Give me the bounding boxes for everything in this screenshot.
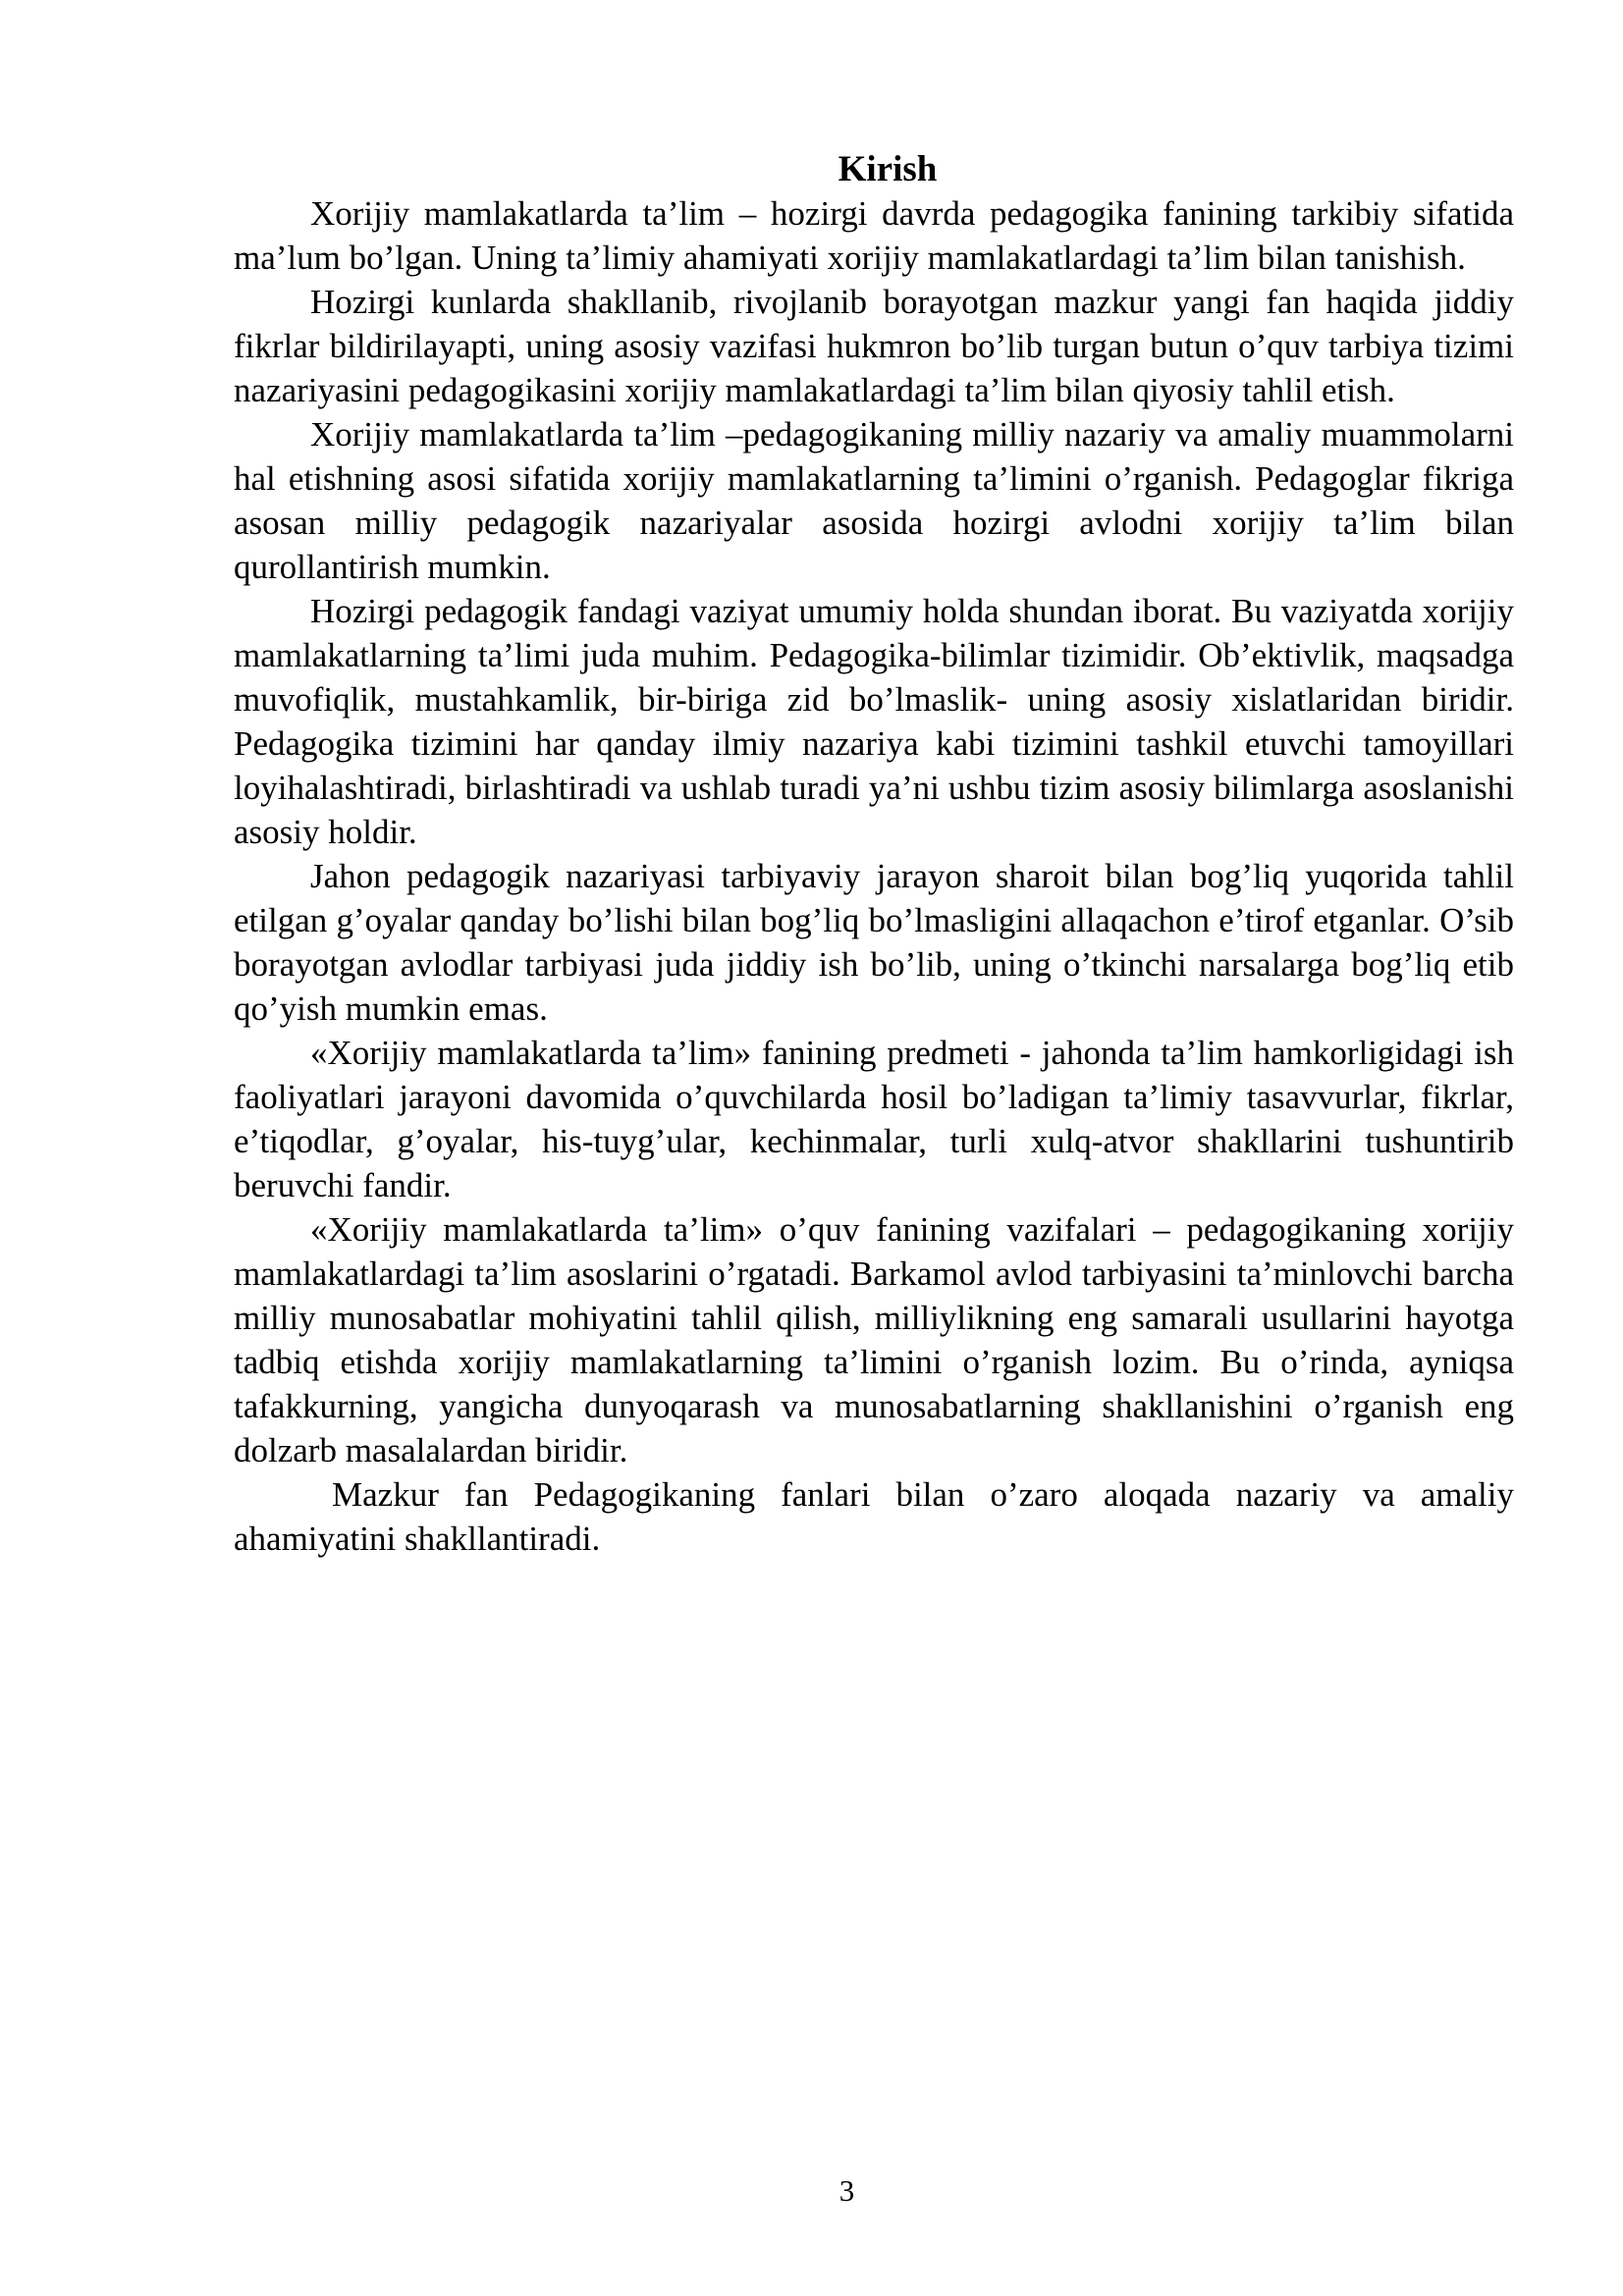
paragraph: Mazkur fan Pedagogikaning fanlari bilan o’zaro aloqada nazariy va amaliy ahamiyatini shakllantiradi. xyxy=(234,1475,1514,1558)
document-body xyxy=(234,147,1514,1561)
paragraph: «Xorijiy mamlakatlarda ta’lim» fanining predmeti - jahonda ta’lim hamkorligidagi ish faoliyatlari jarayoni davomida o’quvchilarda hosil bo’ladigan ta’limiy tasavvurlar, fikrlar, e’tiqodlar, g’oyalar, his-tuyg’ular, kechinmalar, turli xulq-atvor shakllarini tushuntirib beruvchi fandir. xyxy=(234,1034,1514,1204)
paragraph: Xorijiy mamlakatlarda ta’lim – hozirgi davrda pedagogika fanining tarkibiy sifatida ma’lum bo’lgan. Uning ta’limiy ahamiyati xorijiy mamlakatlardagi ta’lim bilan tanishish. xyxy=(234,194,1514,277)
paragraph: Hozirgi pedagogik fandagi vaziyat umumiy holda shundan iborat. Bu vaziyatda xorijiy mamlakatlarning ta’limi juda muhim. Pedagogika-bilimlar tizimidir. Ob’ektivlik, maqsadga muvofiqlik, mustahkamlik, bir-biriga zid bo’lmaslik- uning asosiy xislatlaridan biridir. Pedagogika tizimini har qanday ilmiy nazariya kabi tizimini tashkil etuvchi tamoyillari loyihalashtiradi, birlashtiradi va ushlab turadi ya’ni ushbu tizim asosiy bilimlarga asoslanishi asosiy holdir. xyxy=(234,592,1514,851)
paragraph: «Xorijiy mamlakatlarda ta’lim» o’quv fanining vazifalari – pedagogikaning xorijiy mamlakatlardagi ta’lim asoslarini o’rgatadi. Barkamol avlod tarbiyasini ta’minlovchi barcha milliy munosabatlar mohiyatini tahlil qilish, milliylikning eng samarali usullarini hayotga tadbiq etishda xorijiy mamlakatlarning ta’limini o’rganish lozim. Bu o’rinda, ayniqsa tafakkurning, yangicha dunyoqarash va munosabatlarning shakllanishini o’rganish eng dolzarb masalalardan biridir. xyxy=(234,1210,1514,1469)
page-number: 3 xyxy=(839,2173,855,2208)
paragraph: Hozirgi kunlarda shakllanib, rivojlanib borayotgan mazkur yangi fan haqida jiddiy fikrlar bildirilayapti, uning asosiy vazifasi hukmron bo’lib turgan butun o’quv tarbiya tizimi nazariyasini pedagogikasini xorijiy mamlakatlardagi ta’lim bilan qiyosiy tahlil etish. xyxy=(234,283,1514,409)
paragraph: Jahon pedagogik nazariyasi tarbiyaviy jarayon sharoit bilan bog’liq yuqorida tahlil etilgan g’oyalar qanday bo’lishi bilan bog’liq bo’lmasligini allaqachon e’tirof etganlar. O’sib borayotgan avlodlar tarbiyasi juda jiddiy ish bo’lib, uning o’tkinchi narsalarga bog’liq etib qo’yish mumkin emas. xyxy=(234,857,1514,1028)
paragraph: Xorijiy mamlakatlarda ta’lim –pedagogikaning milliy nazariy va amaliy muammolarni hal etishning asosi sifatida xorijiy mamlakatlarning ta’limini o’rganish. Pedagoglar fikriga asosan milliy pedagogik nazariyalar asosida hozirgi avlodni xorijiy ta’lim bilan qurollantirish mumkin. xyxy=(234,415,1514,586)
section-title: Kirish xyxy=(838,149,938,189)
